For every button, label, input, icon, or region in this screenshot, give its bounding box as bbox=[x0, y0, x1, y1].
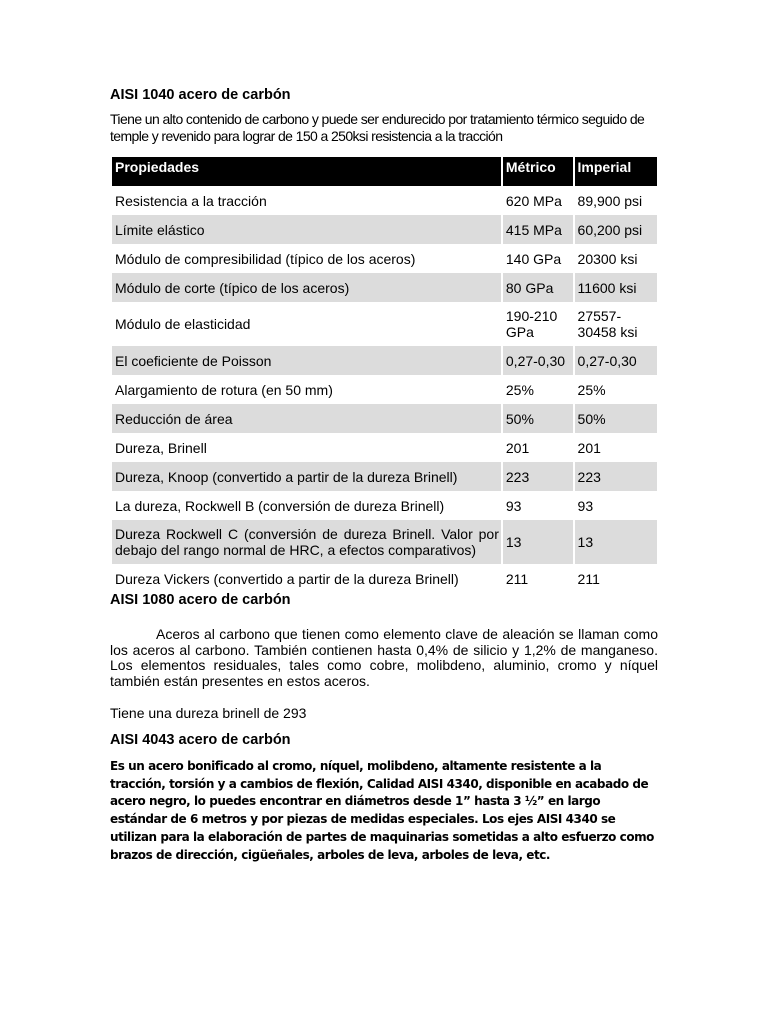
metric-cell: 0,27-0,30 bbox=[501, 346, 573, 375]
metric-cell: 80 GPa bbox=[501, 273, 573, 302]
section-title-1040: AISI 1040 acero de carbón bbox=[110, 87, 291, 103]
imperial-cell: 13 bbox=[573, 520, 657, 564]
metric-cell: 190-210 GPa bbox=[501, 302, 573, 346]
property-cell: Módulo de elasticidad bbox=[115, 316, 251, 332]
imperial-cell: 20300 ksi bbox=[573, 244, 657, 273]
property-cell: Reducción de área bbox=[112, 404, 501, 433]
imperial-cell: 60,200 psi bbox=[573, 215, 657, 244]
property-cell: El coeficiente de Poisson bbox=[112, 346, 501, 375]
table-row bbox=[112, 462, 657, 491]
section-title-4043: AISI 4043 acero de carbón bbox=[110, 732, 291, 748]
imperial-cell: 93 bbox=[573, 491, 657, 520]
imperial-cell: 50% bbox=[573, 404, 657, 433]
imperial-cell: 201 bbox=[573, 433, 657, 462]
imperial-cell: 89,900 psi bbox=[573, 186, 657, 215]
hardness-note-1080: Tiene una dureza brinell de 293 bbox=[110, 705, 307, 721]
metric-cell: 620 MPa bbox=[501, 186, 573, 215]
metric-cell: 140 GPa bbox=[501, 244, 573, 273]
property-cell: Dureza, Knoop (convertido a partir de la dureza Brinell) bbox=[112, 462, 501, 491]
properties-table bbox=[112, 157, 657, 593]
table-row bbox=[112, 186, 657, 215]
table-row bbox=[112, 273, 657, 302]
imperial-cell: 27557-30458 ksi bbox=[573, 302, 657, 346]
table-header-row bbox=[112, 157, 657, 186]
paragraph-1080: Aceros al carbono que tienen como elemento clave de aleación se llaman como los aceros al carbono. También contienen hasta 0,4% de silicio y 1,2% de manganeso. Los elementos residuales, tales como cobre, molibdeno, aluminio, cromo y níquel también están presentes en estos aceros. bbox=[110, 626, 658, 689]
header-metric: Métrico bbox=[501, 157, 573, 186]
table-row bbox=[112, 491, 657, 520]
metric-cell: 50% bbox=[501, 404, 573, 433]
property-cell: Módulo de compresibilidad (típico de los aceros) bbox=[115, 250, 416, 267]
table-row bbox=[112, 346, 657, 375]
metric-cell: 223 bbox=[501, 462, 573, 491]
imperial-cell: 211 bbox=[573, 564, 657, 593]
section-title-1080: AISI 1080 acero de carbón bbox=[110, 592, 291, 608]
imperial-cell: 11600 ksi bbox=[573, 273, 657, 302]
property-cell: Dureza, Brinell bbox=[115, 439, 207, 456]
property-cell: Alargamiento de rotura (en 50 mm) bbox=[115, 381, 333, 398]
metric-cell: 13 bbox=[501, 520, 573, 564]
property-cell: Dureza Vickers (convertido a partir de la dureza Brinell) bbox=[115, 570, 459, 587]
paragraph-4043: Es un acero bonificado al cromo, níquel, molibdeno, altamente resistente a la tracción, torsión y a cambios de flexión, Calidad AISI 4340, disponible en acabado de acero negro, lo puedes encontrar en diámetros desde 1” hasta 3 ½” en largo estándar de 6 metros y por piezas de medidas especiales. Los ejes AISI 4340 se utilizan para la elaboración de partes de maquinarias sometidas a alto esfuerzo como brazos de dirección, cigüeñales, arboles de leva, arboles de leva, etc. bbox=[110, 759, 654, 862]
metric-cell: 211 bbox=[501, 564, 573, 593]
table-row bbox=[112, 433, 657, 462]
table-row bbox=[112, 564, 657, 593]
table-row bbox=[112, 302, 657, 346]
table-row bbox=[112, 244, 657, 273]
metric-cell: 25% bbox=[501, 375, 573, 404]
header-properties: Propiedades bbox=[112, 157, 501, 186]
property-cell: Dureza Rockwell C (conversión de dureza Brinell. Valor por debajo del rango normal de HRC, a efectos comparativos) bbox=[112, 520, 501, 564]
metric-cell: 93 bbox=[501, 491, 573, 520]
table-row bbox=[112, 520, 657, 564]
property-cell: Módulo de corte (típico de los aceros) bbox=[112, 273, 501, 302]
metric-cell: 201 bbox=[501, 433, 573, 462]
property-cell: La dureza, Rockwell B (conversión de dureza Brinell) bbox=[115, 497, 445, 514]
property-cell: Resistencia a la tracción bbox=[115, 192, 267, 209]
metric-cell: 415 MPa bbox=[501, 215, 573, 244]
table-row bbox=[112, 404, 657, 433]
imperial-cell: 223 bbox=[573, 462, 657, 491]
table-row bbox=[112, 375, 657, 404]
table-row bbox=[112, 215, 657, 244]
header-imperial: Imperial bbox=[573, 157, 657, 186]
imperial-cell: 25% bbox=[573, 375, 657, 404]
intro-paragraph-1040: Tiene un alto contenido de carbono y puede ser endurecido por tratamiento térmico seguido de temple y revenido para lograr de 150 a 250ksi resistencia a la tracción bbox=[110, 111, 645, 144]
property-cell: Límite elástico bbox=[112, 215, 501, 244]
imperial-cell: 0,27-0,30 bbox=[573, 346, 657, 375]
